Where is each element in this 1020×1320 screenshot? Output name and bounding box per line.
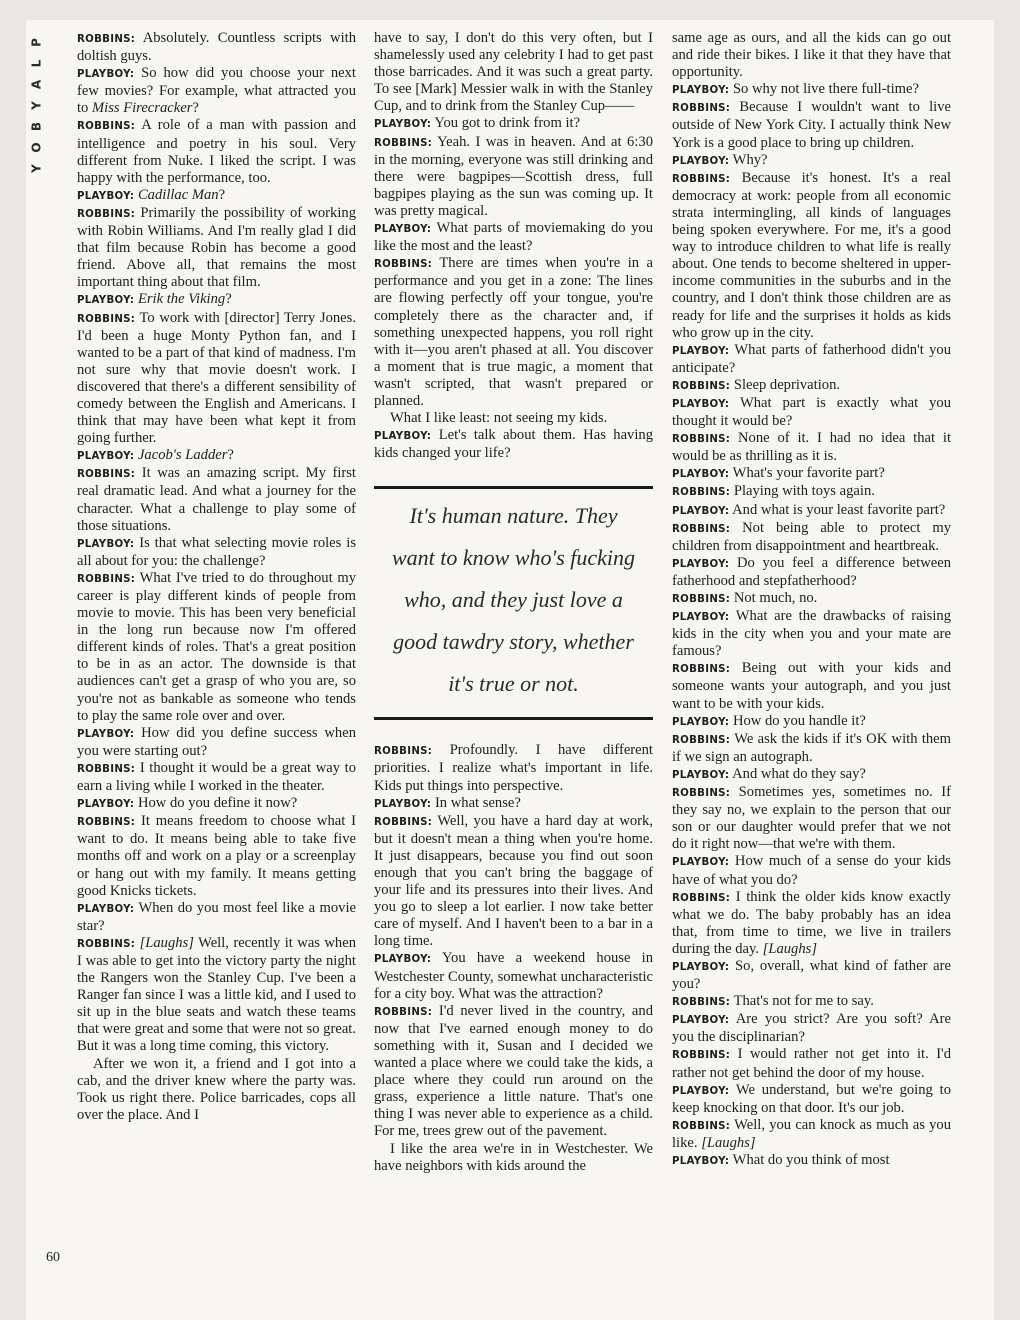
speaker-label: ROBBINS: (672, 434, 731, 446)
paragraph-text: Absolutely. Countless scripts with doltish guys. (77, 30, 357, 65)
paragraph-text: How do you handle it? (732, 712, 866, 729)
interview-paragraph (77, 725, 356, 760)
column-2-top (374, 30, 653, 462)
paragraph-text: You have a weekend house in Westchester County, somewhat uncharacteristic for a city boy. What was the attraction? (374, 950, 654, 1002)
paragraph-text: have to say, I don't do this very often, but I shamelessly used any celebrity I had to get past those barricades. And it was such a great party. To see [Mark] Messier walk in with the Stanley Cup, and to drink from the Stanley Cup—— (374, 30, 653, 115)
magazine-name-letter: L (29, 59, 44, 68)
paragraph-text: And what do they say? (732, 765, 866, 782)
interview-paragraph (672, 81, 951, 99)
interview-paragraph (374, 1003, 653, 1141)
interview-paragraph (374, 742, 653, 794)
paragraph-text: Not being able to protect my children from disappointment and heartbreak. (672, 519, 951, 554)
paragraph-text: What parts of fatherhood didn't you anticipate? (672, 341, 951, 376)
interview-paragraph (77, 187, 356, 205)
speaker-label: ROBBINS: (374, 746, 433, 758)
interview-paragraph (672, 465, 951, 483)
interview-paragraph (77, 1056, 356, 1124)
interview-paragraph (672, 342, 951, 377)
paragraph-text: I thought it would be a great way to earn a living while I worked in the theater. (77, 759, 356, 795)
pull-quote-line: it's true or not. (448, 671, 579, 697)
interview-paragraph (77, 447, 356, 465)
paragraph-text: It means freedom to choose what I want to do. It means being able to take five months off and work on a play or a screenplay or hang out with my family. It means getting good Knicks tickets. (77, 813, 356, 899)
paragraph-text: What are the drawbacks of raising kids in the city when you and your mate are famous? (672, 608, 951, 660)
paragraph-text: When do you most feel like a movie star? (77, 899, 356, 934)
paragraph-text-after: ? (227, 447, 234, 464)
paragraph-text: Playing with toys again. (733, 483, 875, 500)
paragraph-text: Do you feel a difference between fatherhood and stepfatherhood? (672, 554, 952, 589)
interview-paragraph (77, 813, 356, 899)
interview-paragraph (374, 813, 653, 951)
speaker-label: PLAYBOY: (77, 799, 135, 811)
paragraph-text: Why? (732, 151, 768, 168)
magazine-name-letter: A (29, 79, 44, 90)
interview-paragraph (672, 784, 951, 853)
italic-text: Miss Firecracker (92, 100, 193, 117)
interview-paragraph (672, 993, 951, 1011)
speaker-label: ROBBINS: (672, 1120, 731, 1132)
interview-paragraph (374, 255, 653, 410)
pull-quote-line: want to know who's fucking (391, 545, 636, 571)
interview-paragraph (672, 395, 951, 430)
speaker-label: ROBBINS: (77, 763, 136, 775)
paragraph-text: Not much, no. (733, 590, 818, 606)
paragraph-text: It was an amazing script. My first real dramatic lead. And what a journey for the character. What a challenge to play some of those situations. (77, 465, 356, 534)
paragraph-text: Sometimes yes, sometimes no. If they say no, we explain to the person that our son or our daughter would prefer that we not do it right now—that we're with them. (672, 784, 951, 853)
speaker-label: ROBBINS: (77, 573, 136, 585)
interview-paragraph (672, 713, 951, 731)
paragraph-text: And what is your least favorite part? (732, 501, 946, 518)
speaker-label: ROBBINS: (374, 1006, 433, 1018)
speaker-label: ROBBINS: (77, 469, 136, 481)
paragraph-text: How much of a sense do your kids have of what you do? (672, 853, 951, 888)
paragraph-text: We ask the kids if it's OK with them if we sign an autograph. (672, 730, 951, 765)
paragraph-text-after: ? (192, 100, 199, 117)
paragraph-text: How do you define it now? (137, 795, 298, 812)
paragraph-text: What's your favorite part? (732, 465, 885, 482)
paragraph-text-after: ? (225, 291, 232, 308)
interview-paragraph (77, 760, 356, 795)
interview-paragraph (672, 555, 951, 590)
speaker-label: PLAYBOY: (77, 728, 135, 740)
interview-paragraph (77, 117, 356, 186)
interview-paragraph (374, 427, 653, 462)
speaker-label: ROBBINS: (374, 259, 433, 271)
speaker-label: PLAYBOY: (374, 431, 432, 443)
speaker-label: PLAYBOY: (77, 295, 135, 307)
interview-paragraph (77, 465, 356, 534)
speaker-label: PLAYBOY: (672, 1085, 730, 1097)
interview-paragraph (672, 377, 951, 395)
paragraph-text: Being out with your kids and someone wants your autograph, and you just want to be with your kids. (672, 660, 951, 712)
interview-paragraph (77, 291, 356, 309)
paragraph-text: To work with [director] Terry Jones. I'd been a huge Monty Python fan, and I wanted to be a part of that kind of madness. I'm not sure why that movie doesn't work. I discovered that there's a different sensibility of comedy between the English and Americans. I think that may have been what kept it from going further. (77, 309, 356, 447)
paragraph-text: How did you define success when you were starting out? (77, 724, 356, 759)
paragraph-text: same age as ours, and all the kids can go out and ride their bikes. I like it that they have that opportunity. (672, 30, 951, 81)
speaker-label: ROBBINS: (672, 997, 731, 1009)
magazine-name-letter: Y (29, 164, 44, 173)
speaker-label: PLAYBOY: (77, 190, 135, 202)
interview-paragraph (672, 1117, 951, 1152)
paragraph-text: Sleep deprivation. (733, 376, 841, 393)
interview-paragraph (672, 1082, 951, 1117)
paragraph-text: So, overall, what kind of father are you? (672, 957, 951, 993)
interview-paragraph (672, 590, 951, 608)
speaker-label: ROBBINS: (77, 121, 136, 133)
speaker-label: ROBBINS: (672, 1050, 731, 1062)
paragraph-text: There are times when you're in a performance and you get in a zone: The lines are flowing perfectly off your tongue, you're completely there as the character and, if something unexpected happens, you roll right with it—you aren't phased at all. You discover a moment that is true magic, a moment that wasn't scripted, that wasn't prepared or planned. (374, 255, 653, 409)
speaker-label: PLAYBOY: (77, 538, 135, 550)
interview-paragraph (77, 535, 356, 570)
speaker-label: ROBBINS: (77, 34, 136, 45)
paragraph-text: I like the area we're in in Westchester. We have neighbors with kids around the (374, 1140, 653, 1174)
interview-paragraph (77, 900, 356, 935)
interview-paragraph (672, 520, 951, 555)
interview-paragraph (672, 958, 951, 993)
interview-paragraph (77, 310, 356, 448)
paragraph-text: Because it's honest. It's a real democracy at work: people from all economic strata intermingling, all kinds of languages being spoken everywhere. For me, it's a good way to introduce children to what life is really about. One tends to become sheltered in upper-income communities in the suburbs and in the country, and I don't think those children are as ready for life and the surprises it holds as kids who grow up in the city. (672, 169, 951, 341)
interview-paragraph (672, 1152, 951, 1170)
paragraph-text: I would rather not get into it. I'd rather not get behind the door of my house. (672, 1046, 951, 1081)
interview-paragraph (672, 170, 951, 342)
paragraph-text: Well, you have a hard day at work, but it doesn't mean a thing when you're home. It just disappears, because you find out soon enough that you can't bring the baggage of your life and its pressures into their lives. And you go to sleep a lot earlier. I now take better care of myself. And I haven't been to a bar in a long time. (374, 812, 653, 950)
interview-paragraph (77, 30, 356, 65)
speaker-label: PLAYBOY: (672, 1015, 730, 1027)
paragraph-text: We understand, but we're going to keep knocking on that door. It's our job. (672, 1081, 952, 1116)
paragraph-text: You got to drink from it? (434, 115, 581, 132)
pull-quote-line: who, and they just love a (404, 587, 623, 613)
paragraph-text: After we won it, a friend and I got into a cab, and the driver knew where the party was. Took us right there. Police barricades, cops all over the place. And I (77, 1055, 356, 1123)
interview-paragraph (77, 570, 356, 725)
paragraph-text: What I've tried to do throughout my career is play different kinds of people from movie to movie. This has been very beneficial in the long run because now I'm offered different kinds of roles. That's a great position to be in as an actor. The downside is that audiences can't get a grasp of who you are, so you're not as bankable as someone who tends to play the same role over and over. (77, 569, 356, 724)
speaker-label: ROBBINS: (672, 664, 731, 676)
interview-paragraph (374, 950, 653, 1002)
italic-text: [Laughs] (701, 1134, 756, 1151)
pull-quote-line: It's human nature. They (409, 503, 618, 529)
italic-text: Erik the Viking (137, 291, 226, 308)
column-2-bottom (374, 742, 653, 1174)
speaker-label: ROBBINS: (672, 173, 731, 185)
speaker-label: ROBBINS: (672, 487, 731, 499)
magazine-name-vertical (26, 32, 48, 179)
speaker-label: PLAYBOY: (672, 769, 730, 781)
interview-paragraph (374, 220, 653, 255)
speaker-label: ROBBINS: (672, 734, 731, 746)
interview-paragraph (672, 99, 951, 151)
interview-paragraph (374, 115, 653, 133)
paragraph-text: Because I wouldn't want to live outside of New York City. I actually think New York is a good place to bring up children. (672, 99, 951, 151)
paragraph-text: None of it. I had no idea that it would be as thrilling as it is. (672, 430, 951, 465)
speaker-label: PLAYBOY: (374, 119, 432, 131)
paragraph-text: I think the older kids know exactly what we do. The baby probably has an idea that, from time to time, we live in trailers during the day. (672, 888, 951, 957)
speaker-label: PLAYBOY: (672, 1156, 730, 1167)
pull-quote (374, 486, 653, 720)
interview-paragraph (374, 134, 653, 220)
interview-paragraph (374, 410, 653, 427)
interview-paragraph (672, 430, 951, 465)
interview-paragraph (672, 483, 951, 501)
speaker-label: ROBBINS: (672, 594, 731, 605)
paragraph-text-after: Well, recently it was when I was able to get into the victory party the night the Rangers won the Stanley Cup. I've been a Ranger fan since I was a little kid, and I used to sit up in the blue seats and watch these teams that were great and some that were not so great. But it was a long time coming, this victory. (77, 934, 356, 1055)
speaker-label: ROBBINS: (672, 103, 731, 115)
page-number: 60 (46, 1250, 60, 1265)
interview-paragraph (672, 502, 951, 520)
paragraph-text: Profoundly. I have different priorities. I realize what's important in life. Kids put things into perspective. (374, 742, 653, 794)
paragraph-text: What I like least: not seeing my kids. (390, 410, 608, 427)
speaker-label: PLAYBOY: (77, 903, 135, 915)
paragraph-text: Well, you can knock as much as you like. (672, 1116, 951, 1151)
interview-paragraph (77, 205, 356, 291)
speaker-label: PLAYBOY: (672, 398, 730, 410)
interview-paragraph (672, 1011, 951, 1046)
speaker-label: PLAYBOY: (672, 961, 730, 973)
speaker-label: PLAYBOY: (374, 224, 432, 236)
text-column-1 (77, 30, 356, 1124)
speaker-label: PLAYBOY: (672, 469, 730, 481)
interview-paragraph (672, 766, 951, 784)
speaker-label: ROBBINS: (672, 523, 731, 535)
magazine-name-letter: O (29, 142, 44, 153)
italic-text: Jacob's Ladder (137, 447, 228, 464)
speaker-label: ROBBINS: (374, 816, 433, 828)
interview-paragraph (374, 30, 653, 115)
paragraph-text: What do you think of most (732, 1152, 890, 1168)
interview-paragraph (672, 853, 951, 888)
speaker-label: PLAYBOY: (672, 85, 730, 97)
paragraph-text: Yeah. I was in heaven. And at 6:30 in the morning, everyone was still drinking and there were bagpipes—Scottish dress, full bagpipes playing as the sun was coming up. It was pretty magical. (374, 133, 653, 219)
speaker-label: PLAYBOY: (374, 954, 432, 966)
paragraph-text: In what sense? (434, 794, 521, 811)
italic-text: Cadillac Man (137, 186, 219, 203)
speaker-label: PLAYBOY: (672, 857, 730, 869)
speaker-label: PLAYBOY: (672, 558, 730, 570)
speaker-label: PLAYBOY: (77, 69, 135, 81)
magazine-name-letter: B (29, 121, 44, 132)
speaker-label: ROBBINS: (77, 208, 136, 220)
paragraph-text: I'd never lived in the country, and now that I've earned enough money to do something with it, Susan and I decided we wanted a place where we could take the kids, a place where they could run around on the grass, experience a little nature. That's one thing I was never able to experience as a child. For me, trees grew out of the pavement. (374, 1002, 653, 1140)
interview-paragraph (672, 608, 951, 660)
interview-paragraph (374, 1141, 653, 1175)
speaker-label: ROBBINS: (672, 788, 731, 800)
paragraph-text: Let's talk about them. Has having kids changed your life? (374, 427, 653, 462)
speaker-label: PLAYBOY: (672, 505, 730, 517)
paragraph-text: So how did you choose your next few movies? For example, what attracted you to (77, 65, 356, 117)
speaker-label: ROBBINS: (672, 380, 731, 392)
paragraph-text: So why not live there full-time? (732, 81, 919, 98)
text-column-2 (374, 30, 653, 1175)
interview-paragraph (672, 731, 951, 766)
interview-paragraph (672, 152, 951, 170)
magazine-page (26, 20, 994, 1320)
interview-paragraph (672, 660, 951, 712)
speaker-label: PLAYBOY: (77, 451, 135, 463)
interview-paragraph (77, 795, 356, 813)
speaker-label: ROBBINS: (77, 817, 136, 829)
interview-paragraph (77, 935, 356, 1056)
paragraph-text: Primarily the possibility of working with Robin Williams. And I'm really glad I did that film because Robin has become a good friend. Above all, that remains the most important thing about that film. (77, 204, 356, 291)
speaker-label: PLAYBOY: (374, 798, 432, 810)
paragraph-text: Are you strict? Are you soft? Are you the disciplinarian? (672, 1011, 951, 1046)
paragraph-text-after: ? (218, 186, 226, 203)
speaker-label: ROBBINS: (77, 313, 136, 325)
paragraph-text: That's not for me to say. (733, 993, 874, 1010)
interview-paragraph (672, 30, 951, 81)
speaker-label: PLAYBOY: (672, 345, 730, 357)
italic-text: [Laughs] (762, 940, 817, 957)
speaker-label: ROBBINS: (672, 892, 731, 904)
paragraph-text: What parts of moviemaking do you like the most and the least? (374, 220, 654, 255)
text-column-3 (672, 30, 951, 1170)
italic-text: [Laughs] (139, 934, 194, 951)
interview-paragraph (374, 795, 653, 813)
speaker-label: PLAYBOY: (672, 716, 730, 728)
paragraph-text: What part is exactly what you thought it would be? (672, 394, 951, 430)
magazine-name-letter: Y (29, 101, 44, 110)
interview-paragraph (672, 889, 951, 958)
paragraph-text: A role of a man with passion and intelligence and poetry in his soul. Very different from Nuke. I liked the script. I was happy with the performance, too. (77, 117, 356, 186)
speaker-label: ROBBINS: (374, 137, 433, 149)
magazine-name-letter: P (29, 38, 44, 47)
speaker-label: ROBBINS: (77, 938, 136, 950)
speaker-label: PLAYBOY: (672, 612, 730, 624)
pull-quote-line: good tawdry story, whether (393, 629, 634, 655)
speaker-label: PLAYBOY: (672, 155, 730, 167)
interview-paragraph (672, 1046, 951, 1081)
paragraph-text: Is that what selecting movie roles is all about for you: the challenge? (77, 534, 356, 569)
interview-paragraph (77, 65, 356, 117)
